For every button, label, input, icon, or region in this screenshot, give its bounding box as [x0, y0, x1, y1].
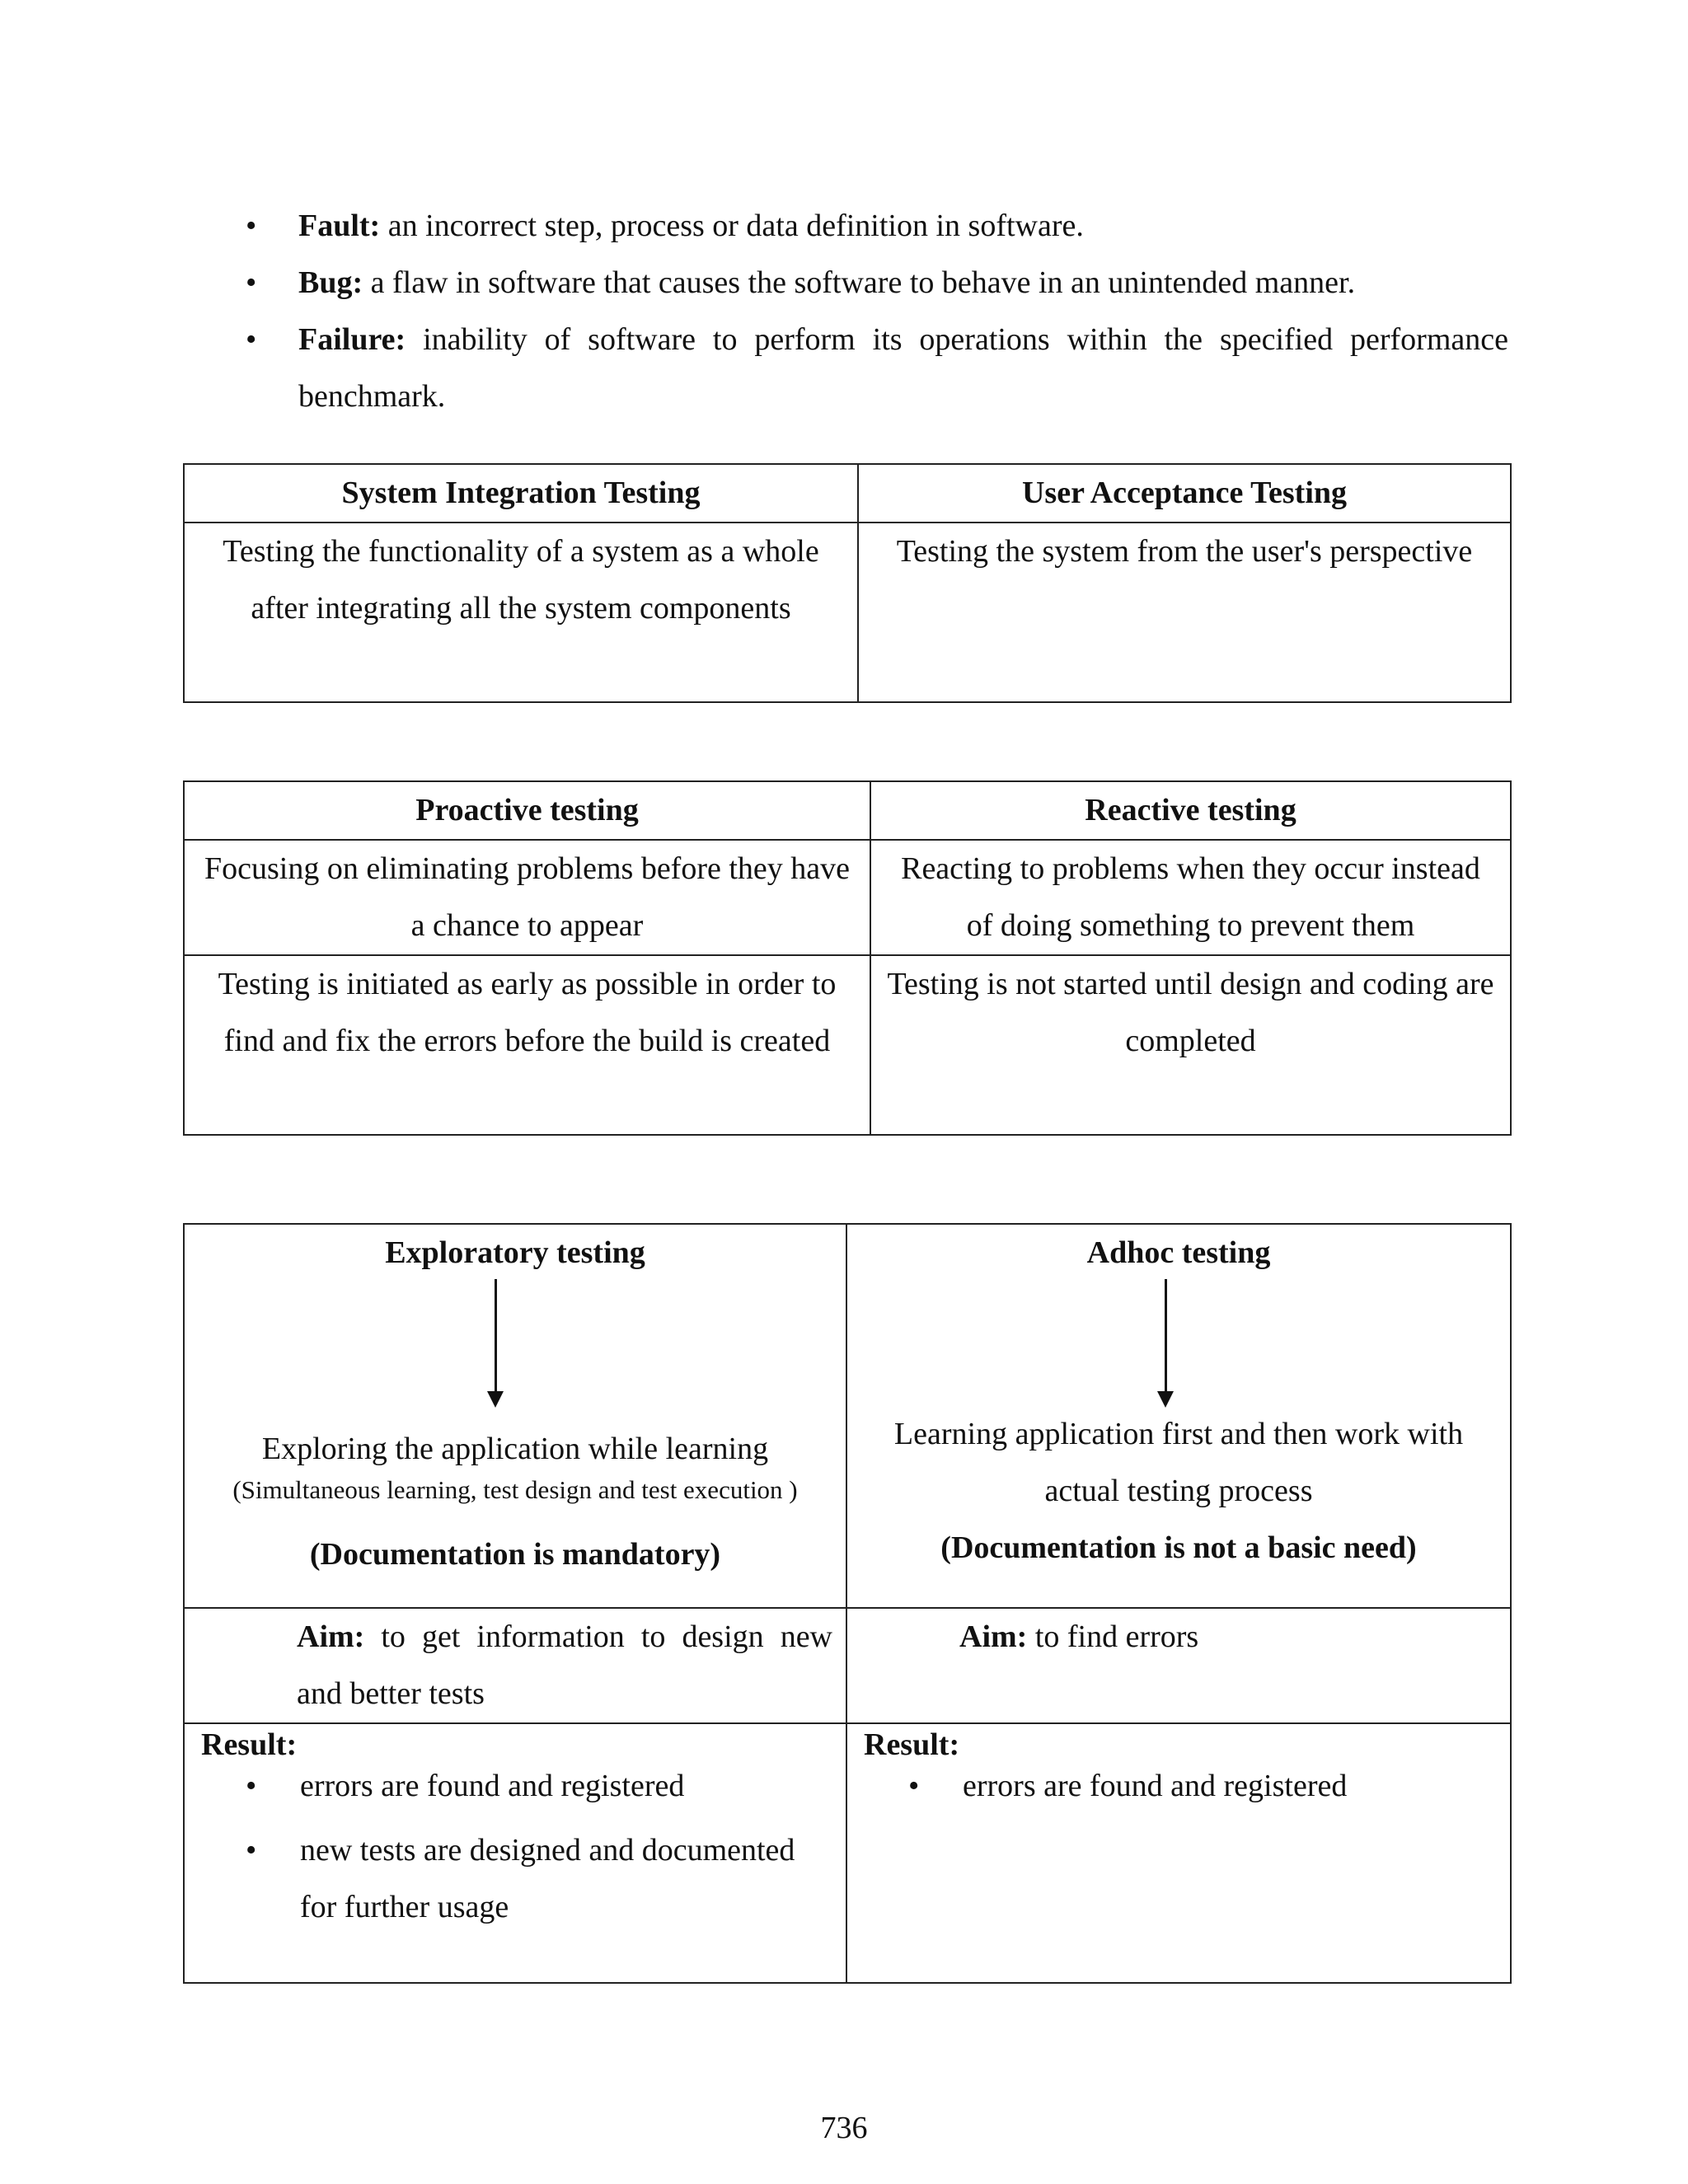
definition-text: a flaw in software that causes the software to behave in an unintended manner.: [363, 265, 1356, 300]
result-list: [201, 1765, 832, 1936]
exploratory-title: Exploratory testing: [385, 1235, 645, 1270]
table-cell: Reacting to problems when they occur instead of doing something to prevent them: [870, 840, 1511, 955]
adhoc-documentation: (Documentation is not a basic need): [940, 1530, 1417, 1565]
definition-text: inability of software to perform its operations within the specified performance benchmark.: [298, 322, 1508, 414]
result-list: [864, 1765, 1497, 1807]
exploratory-vs-adhoc-table: [183, 1223, 1512, 1984]
adhoc-body: [847, 1406, 1510, 1577]
table-header: Reactive testing: [870, 781, 1511, 840]
table-cell: Testing is not started until design and coding are completed: [870, 955, 1511, 1135]
table-cell: Testing is initiated as early as possible in order to find and fix the errors before the build is created: [184, 955, 870, 1135]
bullet-icon: •: [246, 1833, 257, 1868]
bullet-icon: •: [246, 265, 257, 300]
bullet-icon: •: [246, 209, 257, 243]
definition-text: an incorrect step, process or data definition in software.: [380, 209, 1084, 243]
adhoc-result: [846, 1723, 1511, 1983]
table-header: System Integration Testing: [184, 464, 858, 523]
exploratory-documentation: (Documentation is mandatory): [309, 1537, 721, 1572]
table-cell: Focusing on eliminating problems before they have a chance to appear: [184, 840, 870, 955]
list-item: • new tests are designed and documented for further usage: [300, 1822, 832, 1936]
aim-text: to find errors: [1027, 1619, 1199, 1654]
aim-label: Aim:: [959, 1619, 1028, 1654]
adhoc-title: Adhoc testing: [1086, 1235, 1271, 1270]
definitions-list: [239, 198, 1508, 425]
exploratory-cell: [184, 1224, 846, 1608]
definition-term: Bug:: [298, 265, 363, 300]
adhoc-cell: [846, 1224, 1511, 1608]
sit-vs-uat-table: [183, 463, 1512, 703]
definition-item-failure: [239, 312, 1508, 425]
definition-term: Failure:: [298, 322, 406, 357]
exploratory-note: (Simultaneous learning, test design and test execution ): [232, 1475, 798, 1504]
exploratory-aim: [184, 1608, 846, 1723]
table-cell: Testing the functionality of a system as a whole after integrating all the system components: [184, 523, 858, 702]
exploratory-body: [185, 1424, 846, 1583]
list-item: • errors are found and registered: [300, 1765, 832, 1807]
page-number: 736: [820, 2111, 868, 2145]
adhoc-aim: [846, 1608, 1511, 1723]
exploratory-description: Exploring the application while learning: [261, 1432, 769, 1466]
down-arrow-icon: [1165, 1279, 1168, 1404]
adhoc-description: Learning application first and then work with actual testing process: [893, 1417, 1464, 1508]
proactive-vs-reactive-table: [183, 780, 1512, 1136]
table-header: Proactive testing: [184, 781, 870, 840]
definition-item-bug: [239, 255, 1508, 312]
bullet-icon: •: [246, 322, 257, 357]
definition-item-fault: [239, 198, 1508, 255]
bullet-icon: •: [908, 1769, 920, 1803]
list-item: • errors are found and registered: [963, 1765, 1497, 1807]
aim-text: to get information to design new and better tests: [297, 1619, 832, 1711]
bullet-icon: •: [246, 1769, 257, 1803]
table-header: User Acceptance Testing: [858, 464, 1511, 523]
aim-label: Aim:: [297, 1619, 365, 1654]
result-label: Result:: [864, 1727, 960, 1762]
definition-term: Fault:: [298, 209, 381, 243]
down-arrow-icon: [495, 1279, 498, 1404]
result-label: Result:: [201, 1727, 298, 1762]
table-cell: Testing the system from the user's perspective: [858, 523, 1511, 702]
exploratory-result: [184, 1723, 846, 1983]
